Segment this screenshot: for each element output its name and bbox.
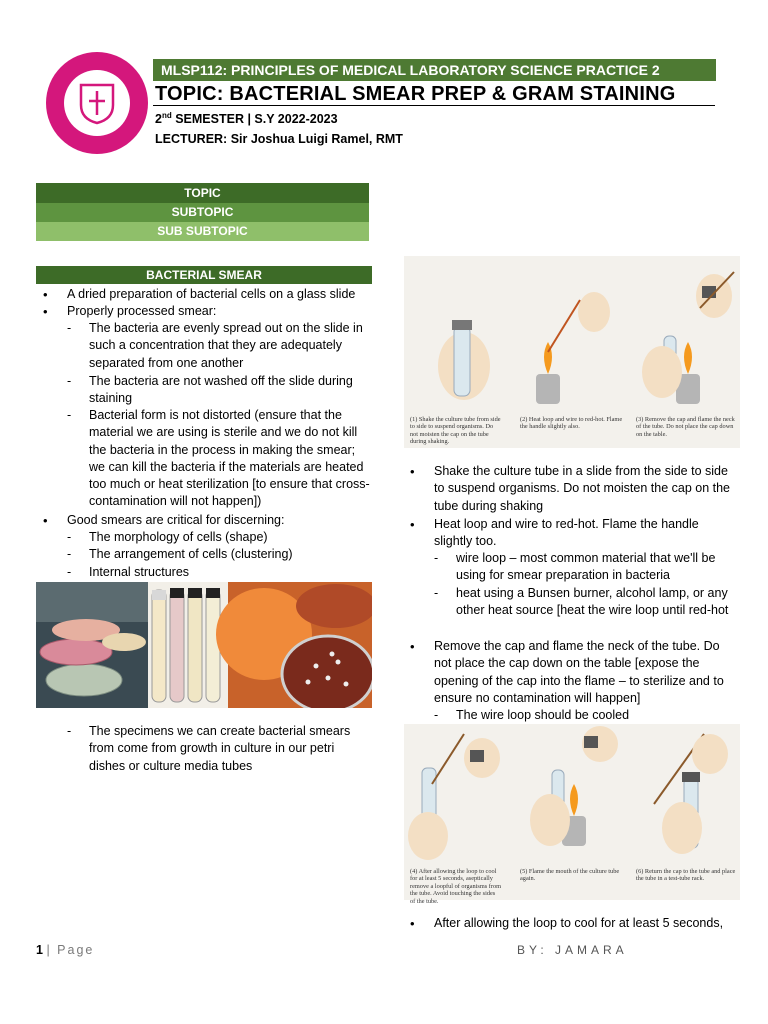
list-item: • A dried preparation of bacterial cells on a glass slide (67, 286, 372, 303)
figure-caption: (3) Remove the cap and flame the neck of the tube. Do not place the cap down on the table. (636, 416, 735, 438)
figure-caption: (1) Shake the culture tube from side to side to suspend organisms. Do not moisten the cap on the tube during shaking. (410, 416, 501, 446)
list-subitem: - The bacteria are not washed off the slide during staining (89, 373, 372, 408)
legend-subtopic: SUBTOPIC (36, 203, 369, 222)
university-seal-logo (46, 52, 148, 154)
semester-line (155, 111, 338, 126)
semester-suffix: nd (161, 111, 172, 120)
list-subitem: - The wire loop should be cooled (456, 707, 738, 724)
course-title-bar: MLSP112: PRINCIPLES OF MEDICAL LABORATORY SCIENCE PRACTICE 2 (153, 59, 716, 81)
page-title: TOPIC: BACTERIAL SMEAR PREP & GRAM STAINING (155, 83, 676, 105)
list-item: • Good smears are critical for discerning: (67, 512, 372, 529)
shield-icon (77, 81, 117, 125)
list-subitem: - Internal structures (89, 564, 372, 581)
figure-caption: (2) Heat loop and wire to red-hot. Flame the handle slightly also. (520, 416, 623, 431)
lecturer-line: LECTURER: Sir Joshua Luigi Ramel, RMT (155, 132, 403, 146)
list-subitem: - heat using a Bunsen burner, alcohol lamp, or any other heat source [heat the wire loop until red-hot (456, 585, 738, 620)
section-title-bar: BACTERIAL SMEAR (36, 266, 372, 284)
legend-topic: TOPIC (36, 183, 369, 203)
list-item: • Remove the cap and flame the neck of the tube. Do not place the cap down on the table [expose the opening of the cap into the flame – to sterilize and to ensure no contamination will happen] (434, 638, 738, 707)
list-subitem: - The bacteria are evenly spread out on the slide in such a concentration that they are adequately separated from one another (89, 320, 372, 372)
page-number-value: 1 (36, 943, 43, 957)
culture-media-photo (36, 582, 372, 708)
logo-emblem (64, 70, 130, 136)
list-subitem: - The morphology of cells (shape) (89, 529, 372, 546)
figure-caption: (4) After allowing the loop to cool for at least 5 seconds, aseptically remove a loopful of organisms from the tube. Avoid touching the sides of the tube. (410, 868, 501, 905)
legend-sub-subtopic: SUB SUBTOPIC (36, 222, 369, 241)
list-item: • After allowing the loop to cool for at least 5 seconds, (434, 915, 738, 932)
list-item: • Properly processed smear: (67, 303, 372, 320)
list-subitem: - wire loop – most common material that we'll be using for smear preparation in bacteria (456, 550, 738, 585)
figure-caption: (5) Flame the mouth of the culture tube again. (520, 868, 620, 883)
semester-number: 2 (155, 112, 162, 127)
page-label: | Page (46, 943, 95, 957)
semester-text: SEMESTER | S.Y 2022-2023 (171, 112, 338, 127)
list-subitem: - The arrangement of cells (clustering) (89, 546, 372, 563)
page-number (36, 943, 94, 957)
list-item: • Shake the culture tube in a slide from the side to side to suspend organisms. Do not moisten the cap on the tube during shaking (434, 463, 738, 515)
list-subitem: - The specimens we can create bacterial smears from come from growth in culture in our petri dishes or culture media tubes (89, 723, 372, 775)
figure-caption: (6) Return the cap to the tube and place the tube in a test-tube rack. (636, 868, 736, 883)
list-item: • Heat loop and wire to red-hot. Flame the handle slightly too. (434, 516, 738, 551)
footer-author: BY: JAMARA (517, 943, 628, 957)
title-underline (153, 105, 715, 106)
list-subitem: - Bacterial form is not distorted (ensure that the material we are using is sterile and we do not kill the bacteria in the process in making the smear; we can kill the bacteria if the materials are heated too much or heat sterilization [to ensure that cross-contamination will not happen]) (89, 407, 372, 511)
